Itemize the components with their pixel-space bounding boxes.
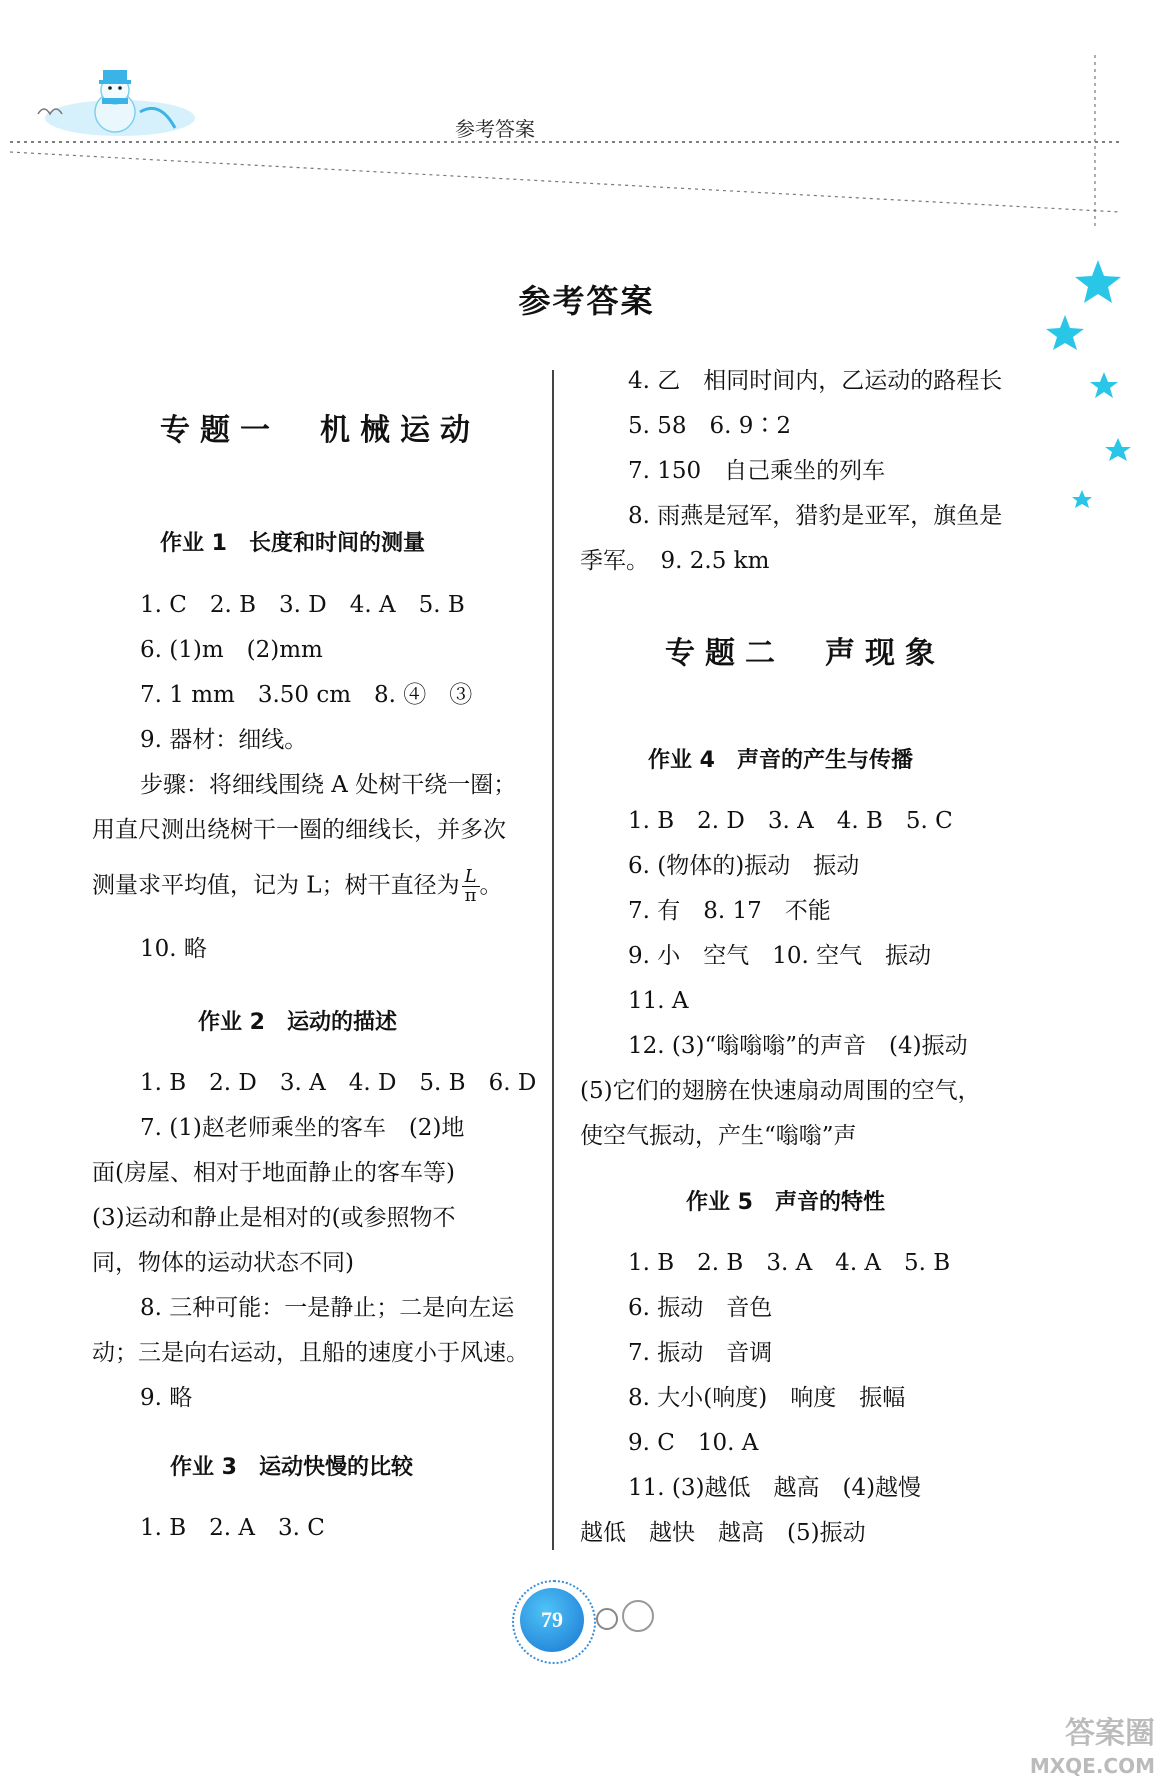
section-title: 专题一 机械运动 xyxy=(160,413,480,448)
column-divider xyxy=(552,370,554,1550)
answer-line: 6. (物体的)振动 振动 xyxy=(628,853,860,879)
answer-line: 步骤：将细线围绕 A 处树干绕一圈； xyxy=(140,772,517,798)
homework-title: 作业 1 长度和时间的测量 xyxy=(160,531,425,556)
answer-line: 1. B 2. B 3. A 4. A 5. B xyxy=(628,1250,951,1276)
answer-line: 8. 雨燕是冠军，猎豹是亚军，旗鱼是 xyxy=(628,503,1003,529)
answer-line: 11. A xyxy=(628,988,689,1014)
answer-line: 9. 小 空气 10. 空气 振动 xyxy=(628,943,932,969)
answer-line: 10. 略 xyxy=(140,936,207,962)
answer-line: 7. 振动 音调 xyxy=(628,1340,773,1366)
answer-line: 11. (3)越低 越高 (4)越慢 xyxy=(628,1475,922,1501)
watermark: 答案圈 MXQE.COM xyxy=(1029,1716,1155,1778)
homework-title: 作业 3 运动快慢的比较 xyxy=(170,1455,413,1480)
answer-line-with-fraction: 测量求平均值，记为 L；树干直径为 $\frac{L}{\pi}$ 。 xyxy=(92,866,503,906)
star-icon xyxy=(1072,490,1092,508)
answer-line: 6. 振动 音色 xyxy=(628,1295,773,1321)
answer-line: 7. 150 自己乘坐的列车 xyxy=(628,458,886,484)
answer-line: 8. 三种可能：一是静止；二是向左运 xyxy=(140,1295,515,1321)
answer-line: 1. C 2. B 3. D 4. A 5. B xyxy=(140,592,465,618)
homework-title: 作业 2 运动的描述 xyxy=(198,1010,397,1035)
answer-line: 1. B 2. D 3. A 4. D 5. B 6. D xyxy=(140,1070,537,1096)
answer-line: 9. 器材：细线。 xyxy=(140,727,308,753)
homework-title: 作业 4 声音的产生与传播 xyxy=(648,748,913,773)
answer-line: 1. B 2. A 3. C xyxy=(140,1515,325,1541)
answer-line: 12. (3)“嗡嗡嗡”的声音 (4)振动 xyxy=(628,1033,968,1059)
fraction: $\frac{L}{\pi}$ xyxy=(462,868,480,905)
answer-line: 1. B 2. D 3. A 4. B 5. C xyxy=(628,808,953,834)
answer-line: 6. (1)m (2)mm xyxy=(140,637,323,663)
answer-line: 7. 有 8. 17 不能 xyxy=(628,898,831,924)
answer-line: 8. 大小(响度) 响度 振幅 xyxy=(628,1385,906,1411)
answer-line: 动；三是向右运动，且船的速度小于风速。 xyxy=(92,1340,529,1366)
answer-line: 7. (1)赵老师乘坐的客车 (2)地 xyxy=(140,1115,465,1141)
answer-line: (5)它们的翅膀在快速扇动周围的空气， xyxy=(580,1078,981,1104)
answer-line: (3)运动和静止是相对的(或参照物不 xyxy=(92,1205,456,1231)
answer-line: 9. C 10. A xyxy=(628,1430,759,1456)
answer-line: 5. 58 6. 9∶2 xyxy=(628,413,792,439)
page-number: 79 xyxy=(520,1588,584,1652)
answer-line: 面(房屋、相对于地面静止的客车等) xyxy=(92,1160,455,1186)
star-icon xyxy=(1105,438,1131,461)
star-icon xyxy=(1090,372,1118,398)
header-decoration xyxy=(0,0,1173,230)
answer-line: 使空气振动，产生“嗡嗡”声 xyxy=(580,1123,857,1149)
circle-decoration xyxy=(596,1608,618,1630)
section-title: 专题二 声现象 xyxy=(665,636,945,671)
answer-line: 同，物体的运动状态不同) xyxy=(92,1250,354,1276)
answer-line: 季军。 9. 2.5 km xyxy=(580,548,770,574)
snowman-icon xyxy=(38,70,195,136)
page-title: 参考答案 xyxy=(518,282,655,320)
circle-decoration xyxy=(622,1600,654,1632)
homework-title: 作业 5 声音的特性 xyxy=(686,1190,885,1215)
answer-line: 用直尺测出绕树干一圈的细线长，并多次 xyxy=(92,817,506,843)
running-header: 参考答案 xyxy=(455,117,535,141)
answer-line: 7. 1 mm 3.50 cm 8. ④ ③ xyxy=(140,682,473,708)
answer-line: 4. 乙 相同时间内，乙运动的路程长 xyxy=(628,368,1003,394)
answer-line: 越低 越快 越高 (5)振动 xyxy=(580,1520,866,1546)
answer-line: 9. 略 xyxy=(140,1385,193,1411)
